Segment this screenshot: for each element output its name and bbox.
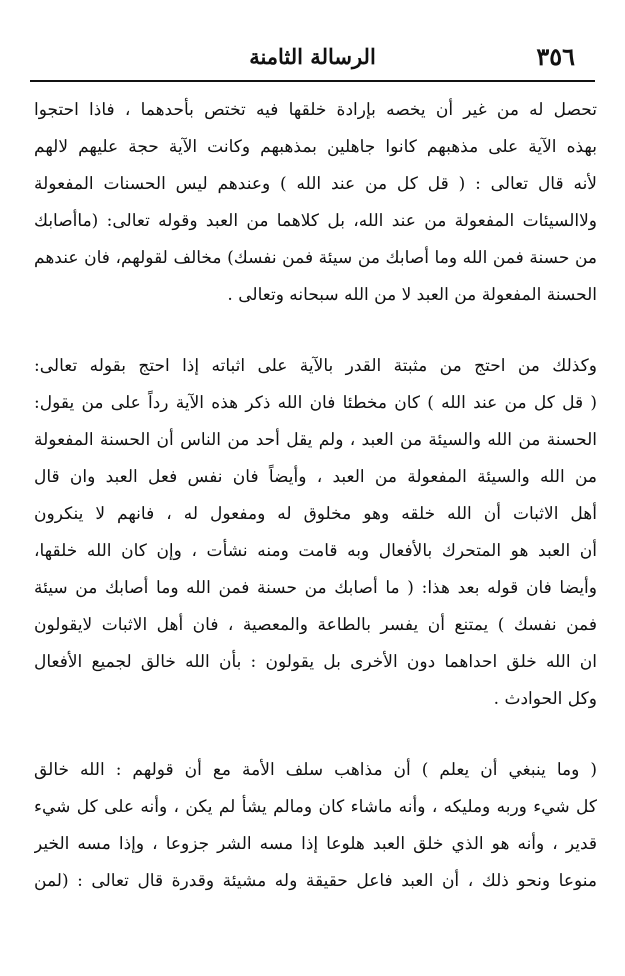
text-line: وكل الحوادث .: [493, 689, 597, 709]
text-line: أن العبد هو المتحرك بالأفعال وبه قامت ومنه نشأت ، وإن كان الله خلقها،: [34, 541, 597, 561]
text-line: تحصل له من غير أن يخصه بإرادة خلقها فيه تختص بأحدهما ، فاذا احتجوا: [34, 100, 597, 120]
paragraph-1: [34, 92, 597, 314]
text-line: ولاالسيئات المفعولة من عند الله، بل كلاهما من العبد وقوله تعالى: (ماأصابك: [34, 211, 597, 231]
text-line: بهذه الآية على مذهبهم كانوا جاهلين بمذهبهم وكانت الآية حجة عليهم لالهم: [34, 137, 597, 157]
header-divider: [30, 80, 595, 82]
text-line: فمن نفسك ) يمتنع أن يفسر بالطاعة والمعصية ، فان أهل الاثبات لايقولون: [34, 615, 597, 635]
paragraph-gap: [34, 314, 597, 348]
text-line: وكذلك من احتج من مثبتة القدر بالآية على اثباته إذا احتج بقوله تعالى:: [34, 356, 597, 376]
text-line: منوعا ونحو ذلك ، أن العبد فاعل حقيقة وله مشيئة وقدرة قال تعالى : (لمن: [34, 871, 597, 891]
page-header: [30, 30, 595, 80]
text-line: الحسنة من الله والسيئة من العبد ، ولم يقل أحد من الناس أن الحسنة المفعولة: [34, 430, 597, 450]
text-line: وأيضا فان قوله بعد هذا: ( ما أصابك من حسنة فمن الله وما أصابك من سيئة: [34, 578, 597, 598]
body-text: [34, 92, 597, 900]
text-line: من حسنة فمن الله وما أصابك من سيئة فمن نفسك) مخالف لقولهم، فان عندهم: [34, 248, 597, 268]
text-line: ( وما ينبغي أن يعلم ) أن مذاهب سلف الأمة مع أن قولهم : الله خالق: [34, 760, 597, 780]
paragraph-2: [34, 348, 597, 718]
text-line: قدير ، وأنه هو الذي خلق العبد هلوعا إذا مسه الشر جزوعا ، وإذا مسه الخير: [34, 834, 597, 854]
text-line: أهل الاثبات أن الله خلقه وهو مخلوق له ومفعول له ، فانهم لا ينكرون: [34, 504, 597, 524]
page-number: ٣٥٦: [536, 42, 575, 71]
text-line: ان الله خلق احداهما دون الأخرى بل يقولون : بأن الله خالق لجميع الأفعال: [34, 652, 597, 672]
paragraph-gap: [34, 718, 597, 752]
text-line: من الله والسيئة المفعولة من العبد ، وأيضاً فان نفس فعل العبد وان قال: [34, 467, 597, 487]
text-line: لأنه قال تعالى : ( قل كل من عند الله ) وعندهم ليس الحسنات المفعولة: [34, 174, 597, 194]
paragraph-3: [34, 752, 597, 900]
running-title: الرسالة الثامنة: [249, 44, 376, 69]
text-line: ( قل كل من عند الله ) كان مخطئا فان الله ذكر هذه الآية رداً على من يقول:: [34, 393, 597, 413]
text-line: الحسنة المفعولة من العبد لا من الله سبحانه وتعالى .: [227, 285, 597, 305]
text-line: كل شيء وربه ومليكه ، وأنه ماشاء كان ومالم يشأ لم يكن ، وأنه على كل شيء: [34, 797, 597, 817]
